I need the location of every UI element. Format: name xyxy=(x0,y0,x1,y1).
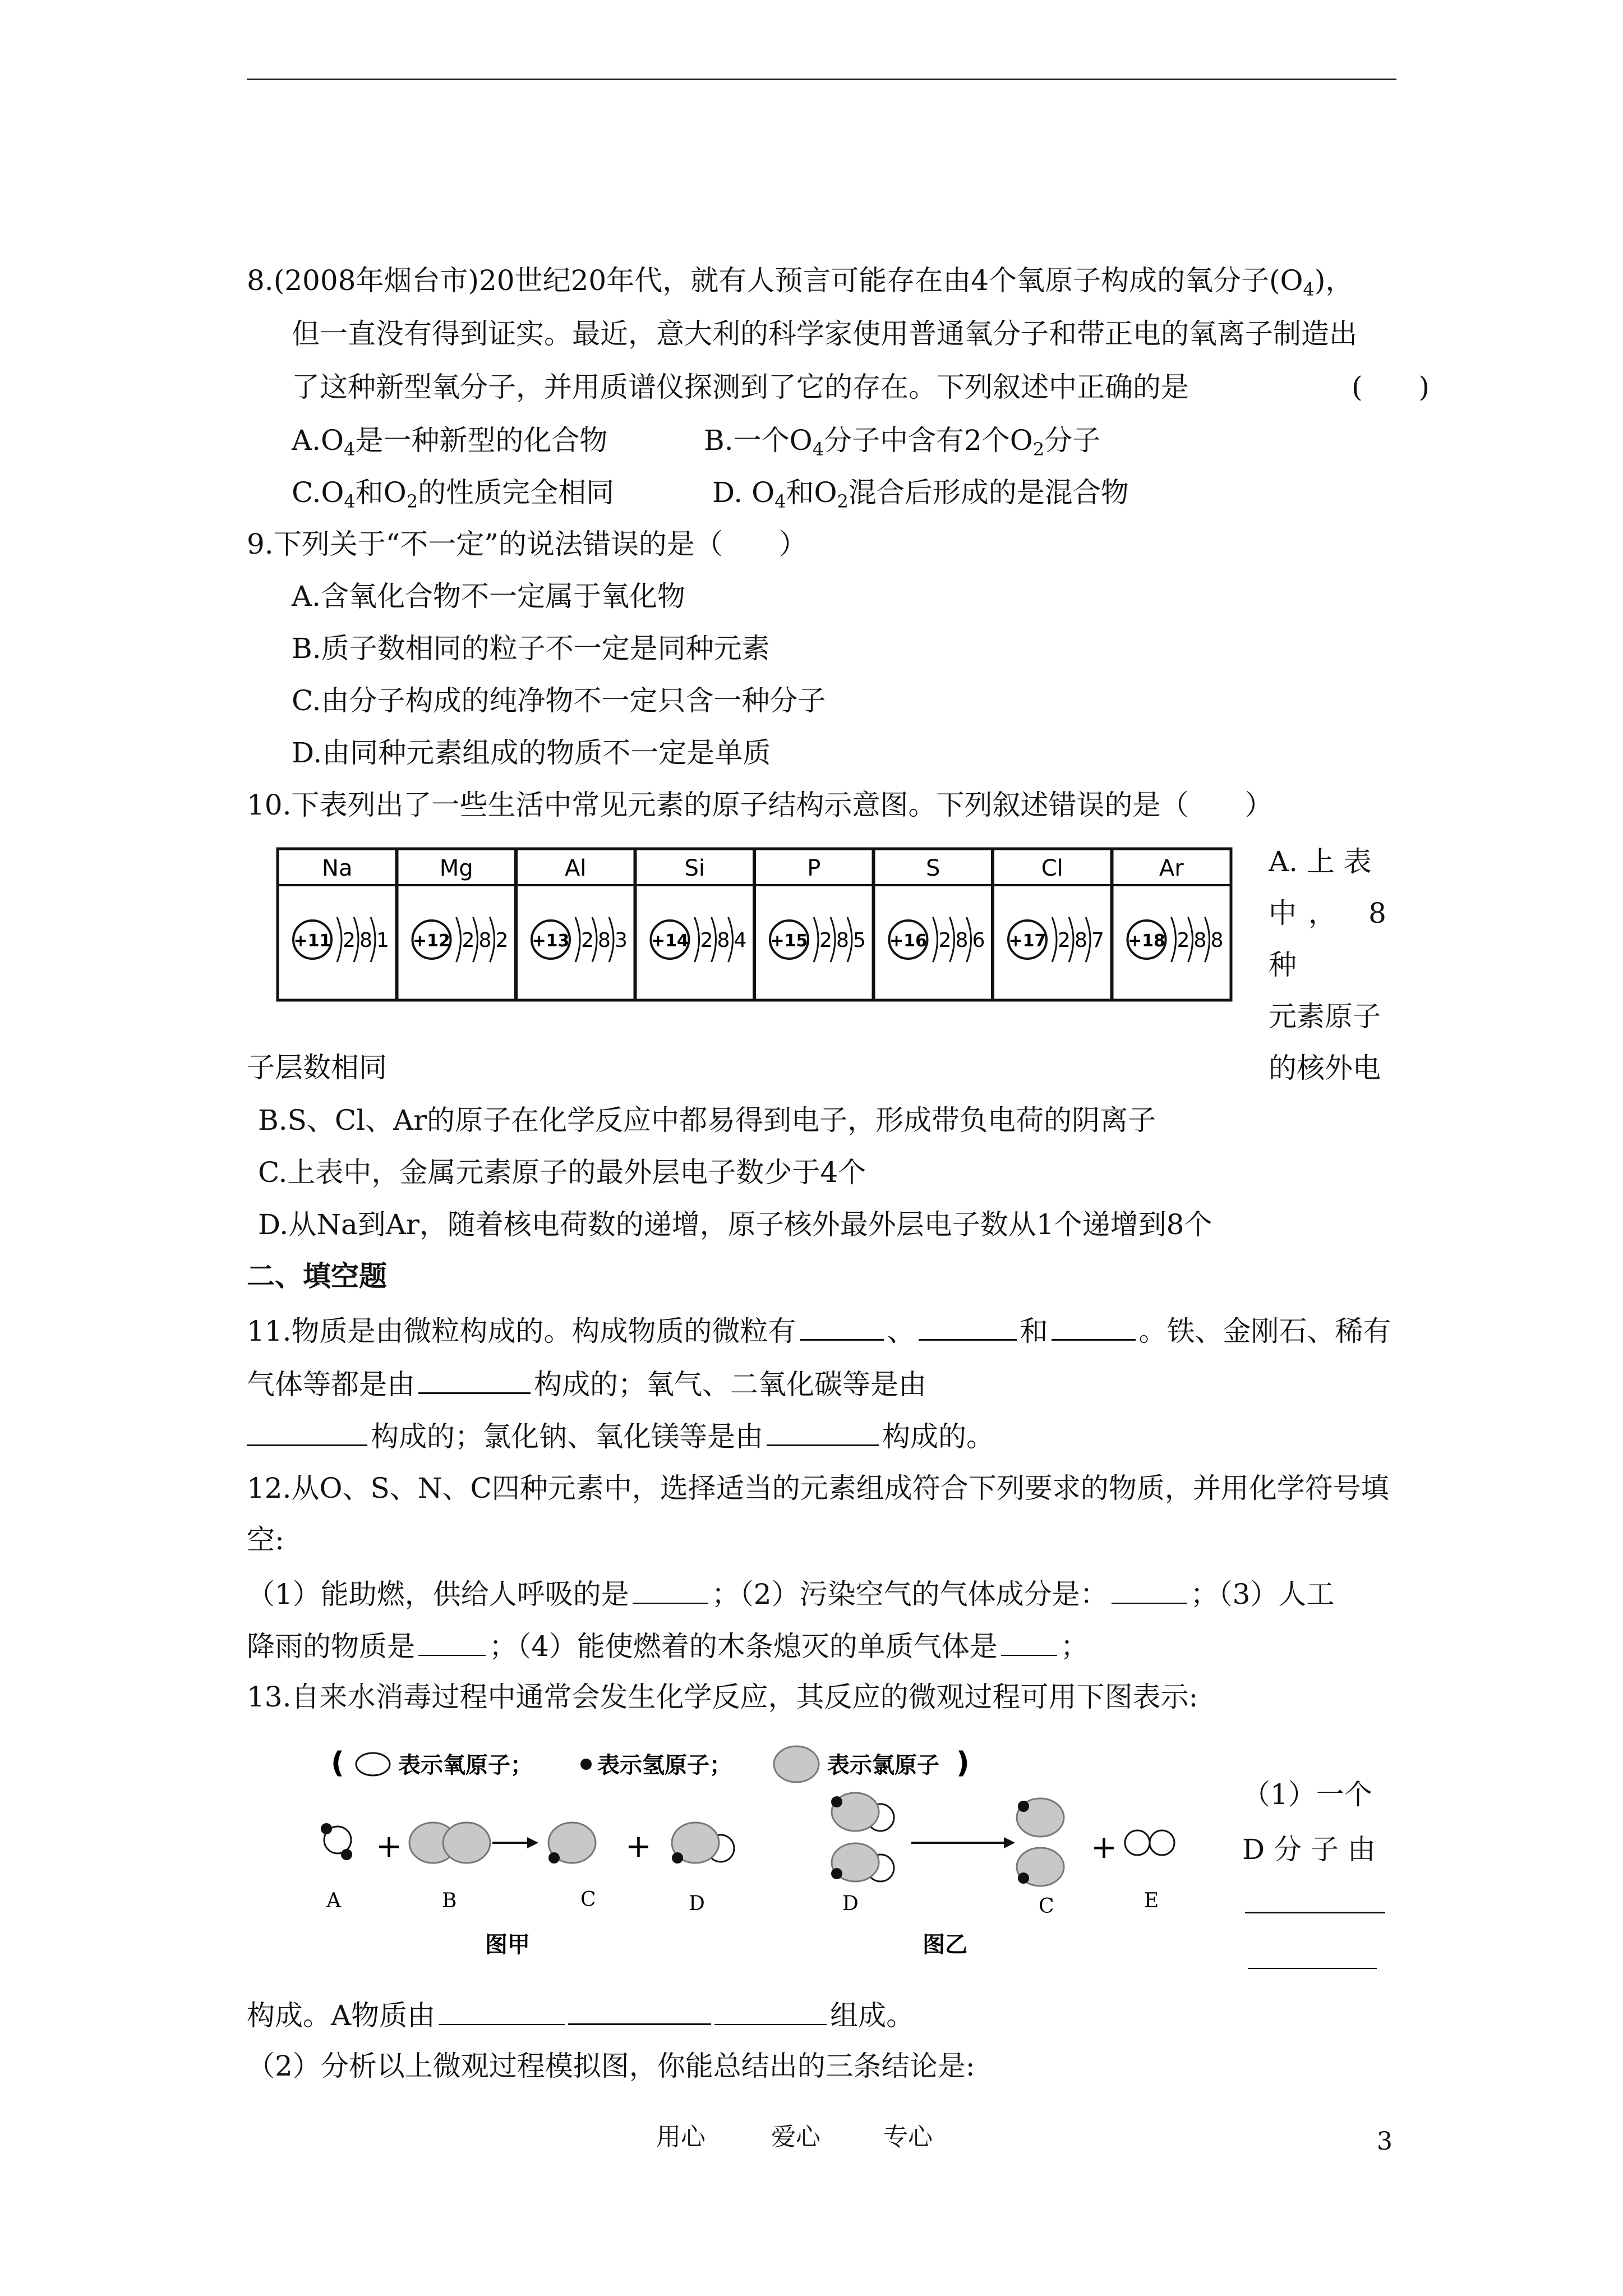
q12-blank-3[interactable] xyxy=(418,1626,486,1656)
molecule-c-hcl xyxy=(548,1823,596,1864)
element-cell-si xyxy=(651,855,747,962)
molecule-b-chlorine xyxy=(409,1823,490,1863)
element-cell-al xyxy=(532,855,628,962)
molecule-c-hcl-top xyxy=(1017,1798,1064,1837)
legend-close-paren: ) xyxy=(956,1746,970,1780)
label-b: B xyxy=(442,1889,457,1912)
q9-option-a: A.含氧化合物不一定属于氧化物 xyxy=(292,580,686,613)
element-symbol: Si xyxy=(684,855,706,881)
plus-sign: + xyxy=(1091,1829,1117,1866)
shell-electron-count: 2 xyxy=(581,929,594,952)
q8-line-2: 但一直没有得到证实。最近，意大利的科学家使用普通氧分子和带正电的氧离子制造出 xyxy=(292,318,1357,350)
shell-electron-count: 1 xyxy=(376,929,389,952)
q10-a-side-line-2: 中， 8 种 xyxy=(1269,897,1386,981)
nucleus-charge: +11 xyxy=(293,931,331,951)
reaction-arrow xyxy=(911,1837,1015,1848)
shell-electron-count: 8 xyxy=(1075,929,1087,952)
molecule-a-water xyxy=(321,1823,352,1860)
plus-sign: + xyxy=(625,1828,652,1865)
element-symbol: P xyxy=(807,855,821,881)
plus-sign: + xyxy=(376,1828,402,1865)
caption-figure-yi: 图乙 xyxy=(923,1932,967,1958)
caption-figure-jia: 图甲 xyxy=(485,1932,530,1958)
q13-line-3: （2）分析以上微观过程模拟图，你能总结出的三条结论是: xyxy=(247,2050,975,2082)
shell-electron-count: 6 xyxy=(972,929,985,952)
shell-electron-count: 8 xyxy=(1210,929,1224,952)
element-cell-p xyxy=(770,855,866,962)
nucleus-charge: +18 xyxy=(1128,931,1165,951)
q12-blank-4[interactable] xyxy=(1001,1626,1057,1656)
q13-blank-2[interactable] xyxy=(568,1994,711,2025)
q12-blank-2[interactable] xyxy=(1112,1573,1187,1604)
q8-option-a: $A.O_4$是一种新型的化合物 xyxy=(292,424,608,460)
shell-electron-count: 7 xyxy=(1091,929,1104,952)
element-cell-s xyxy=(889,855,985,962)
page-number: 3 xyxy=(1377,2127,1393,2156)
nucleus-charge: +13 xyxy=(532,931,570,951)
shell-electron-count: 2 xyxy=(462,929,475,952)
q10-a-side-line-4: 的核外电 xyxy=(1269,1052,1381,1084)
shell-electron-count: 8 xyxy=(836,929,849,952)
q8-line-3: 了这种新型氧分子，并用质谱仪探测到了它的存在。下列叙述中正确的是 xyxy=(292,371,1189,403)
legend-open-paren: ( xyxy=(331,1746,344,1780)
oxygen-atom-legend-icon xyxy=(356,1753,390,1775)
label-c-yi: C xyxy=(1039,1895,1054,1918)
element-cell-ar xyxy=(1128,855,1224,962)
electron-shell-arc xyxy=(575,917,580,962)
q12-line-3: （1）能助燃，供给人呼吸的是 ；（2）污染空气的气体成分是： ；（3）人工 xyxy=(247,1573,1334,1614)
section-heading-fill-blank: 二、填空题 xyxy=(247,1259,387,1292)
atom-structure-table xyxy=(275,846,1234,1003)
reaction-arrow xyxy=(492,1837,538,1848)
shell-electron-count: 2 xyxy=(700,929,713,952)
shell-electron-count: 8 xyxy=(359,929,372,952)
element-cell-cl xyxy=(1008,855,1104,962)
nucleus-charge: +15 xyxy=(770,931,808,951)
shell-electron-count: 4 xyxy=(734,929,747,952)
q10-option-d: D.从Na到Ar，随着核电荷数的递增，原子核外最外层电子数从1个递增到8个 xyxy=(258,1208,1212,1241)
q13-blank-side-1[interactable] xyxy=(1245,1912,1385,1913)
nucleus-charge: +17 xyxy=(1008,931,1046,951)
q11-line-2: 气体等都是由 构成的；氧气、二氧化碳等是由 xyxy=(247,1363,926,1404)
shell-electron-count: 2 xyxy=(1177,929,1190,952)
q10-a-side-line-3: 元素原子 xyxy=(1269,1000,1381,1033)
shell-electron-count: 2 xyxy=(1058,929,1071,952)
q12-blank-1[interactable] xyxy=(633,1573,708,1604)
q13-blank-1[interactable] xyxy=(439,1995,565,2025)
element-symbol: S xyxy=(926,855,940,881)
molecule-c-hcl-bottom xyxy=(1017,1848,1064,1886)
q13-blank-side-2[interactable] xyxy=(1248,1968,1377,1969)
q11-blank-2[interactable] xyxy=(919,1310,1017,1341)
q13-blank-3[interactable] xyxy=(714,1995,827,2025)
q13-side-line-1: （1）一个 xyxy=(1242,1778,1372,1811)
q12-line-2: 空: xyxy=(247,1524,284,1556)
q9-stem: 9.下列关于“不一定”的说法错误的是（ ） xyxy=(247,528,807,560)
chlorine-atom-legend-icon xyxy=(774,1746,819,1782)
q8-answer-paren: ( ) xyxy=(1352,371,1430,403)
header-rule xyxy=(247,79,1396,80)
q11-line-1: 11.物质是由微粒构成的。构成物质的微粒有 、 和 。铁、金刚石、稀有 xyxy=(247,1310,1391,1351)
q11-blank-4[interactable] xyxy=(418,1363,531,1394)
electron-shell-arc xyxy=(457,917,461,962)
label-c: C xyxy=(580,1888,596,1911)
q12-line-1: 12.从O、S、N、C四种元素中，选择适当的元素组成符合下列要求的物质，并用化学符号填 xyxy=(247,1472,1389,1504)
legend-oxygen: 表示氧原子； xyxy=(398,1752,533,1778)
electron-shell-arc xyxy=(814,917,818,962)
electron-shell-arc xyxy=(933,917,938,962)
element-symbol: Mg xyxy=(439,855,473,881)
q9-option-c: C.由分子构成的纯净物不一定只含一种分子 xyxy=(292,684,826,717)
shell-electron-count: 2 xyxy=(343,929,356,952)
element-cell-na xyxy=(293,855,389,962)
q8-option-d: D. $O_4$和$O_2$混合后形成的是混合物 xyxy=(712,476,1129,512)
electron-shell-arc xyxy=(695,917,699,962)
nucleus-charge: +12 xyxy=(413,931,450,951)
q10-option-b: B.S、Cl、Ar的原子在化学反应中都易得到电子，形成带负电荷的阴离子 xyxy=(258,1104,1156,1137)
element-symbol: Na xyxy=(322,855,353,881)
q13-stem: 13.自来水消毒过程中通常会发生化学反应，其反应的微观过程可用下图表示: xyxy=(247,1681,1198,1713)
footer-text-3: 专心 xyxy=(883,2123,933,2151)
q10-option-a-side xyxy=(1269,836,1386,1094)
electron-shell-arc xyxy=(337,917,342,962)
electron-shell-arc xyxy=(1172,917,1176,962)
legend-chlorine: 表示氯原子 xyxy=(827,1752,939,1778)
shell-electron-count: 5 xyxy=(853,929,866,952)
element-cell-mg xyxy=(413,855,509,962)
q8-line-1: 8.(2008年烟台市)20世纪20年代，就有人预言可能存在由4个氧原子构成的氧分子$(O_4)$， xyxy=(247,264,1354,300)
q10-option-a-continued: 子层数相同 xyxy=(247,1051,387,1084)
shell-electron-count: 8 xyxy=(955,929,969,952)
q9-option-d: D.由同种元素组成的物质不一定是单质 xyxy=(292,737,771,769)
q13-side-line-2: D 分 子 由 xyxy=(1242,1833,1376,1866)
molecule-e-oxygen xyxy=(1125,1830,1174,1855)
shell-electron-count: 2 xyxy=(938,929,952,952)
q13-part1-side xyxy=(1242,1767,1385,1877)
electron-shell-arc xyxy=(1052,917,1057,962)
shell-electron-count: 2 xyxy=(819,929,832,952)
nucleus-charge: +14 xyxy=(651,931,689,951)
q10-option-c: C.上表中，金属元素原子的最外层电子数少于4个 xyxy=(258,1156,866,1189)
q8-option-b: B.一个$O_4$分子中含有2个$O_2$分子 xyxy=(704,424,1101,460)
molecule-d-hclo xyxy=(672,1823,734,1864)
hydrogen-atom-legend-icon xyxy=(580,1759,592,1770)
q10-stem: 10.下表列出了一些生活中常见元素的原子结构示意图。下列叙述错误的是（ ） xyxy=(247,789,1273,821)
shell-electron-count: 8 xyxy=(478,929,492,952)
footer-text-1: 用心 xyxy=(656,2123,706,2151)
label-d: D xyxy=(689,1892,705,1915)
shell-electron-count: 2 xyxy=(495,929,509,952)
label-a: A xyxy=(326,1889,341,1912)
q10-a-side-line-1: A. 上 表 xyxy=(1269,845,1372,878)
q8-option-c: $C.O_4$和$O_2$的性质完全相同 xyxy=(292,476,615,512)
shell-electron-count: 8 xyxy=(598,929,611,952)
q11-line-3: 构成的；氯化钠、氧化镁等是由 构成的。 xyxy=(247,1415,994,1456)
shell-electron-count: 8 xyxy=(1193,929,1207,952)
nucleus-charge: +16 xyxy=(889,931,927,951)
element-symbol: Ar xyxy=(1159,855,1184,881)
shell-electron-count: 8 xyxy=(717,929,730,952)
element-symbol: Al xyxy=(565,855,587,881)
footer-text-2: 爱心 xyxy=(771,2123,820,2151)
reaction-diagram xyxy=(303,1739,1234,1986)
q12-line-4: 降雨的物质是 ；（4）能使燃着的木条熄灭的单质气体是 ； xyxy=(247,1626,1089,1666)
q13-line-2: 构成。A物质由 组成。 xyxy=(247,1994,914,2035)
q11-blank-1[interactable] xyxy=(800,1310,884,1341)
label-e: E xyxy=(1144,1889,1159,1912)
q9-option-b: B.质子数相同的粒子不一定是同种元素 xyxy=(292,632,770,665)
shell-electron-count: 3 xyxy=(615,929,628,952)
molecule-d-hclo-top xyxy=(831,1793,894,1831)
legend-hydrogen: 表示氢原子； xyxy=(597,1752,732,1778)
q11-blank-6[interactable] xyxy=(767,1415,879,1446)
molecule-d-hclo-bottom xyxy=(831,1843,894,1881)
q11-blank-5[interactable] xyxy=(247,1415,367,1446)
element-symbol: Cl xyxy=(1041,855,1063,881)
q11-blank-3[interactable] xyxy=(1052,1310,1136,1341)
label-d-yi: D xyxy=(842,1892,859,1915)
